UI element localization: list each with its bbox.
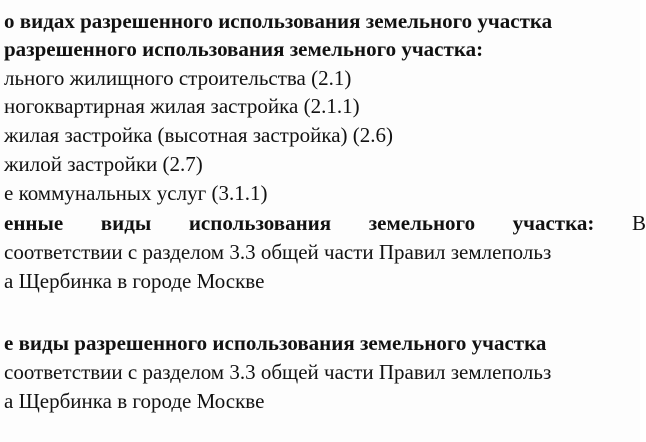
section-heading-land-use-types: о видах разрешенного использования земельного участка (4, 9, 553, 33)
heading-word: В (631, 211, 646, 235)
heading-word: участка: (512, 211, 595, 235)
conditional-uses-text: соответствии с разделом 3.3 общей части Правил землепольз (4, 240, 552, 264)
heading-word: земельного (368, 211, 476, 235)
heading-word: виды (100, 211, 152, 235)
main-use-item: е коммунальных услуг (3.1.1) (4, 181, 268, 205)
main-use-item: жилой застройки (2.7) (4, 152, 203, 176)
main-use-item: ногоквартирная жилая застройка (2.1.1) (4, 94, 360, 118)
auxiliary-uses-text: а Щербинка в городе Москве (4, 389, 265, 413)
conditional-uses-text: а Щербинка в городе Москве (4, 269, 265, 293)
main-use-item: жилая застройка (высотная застройка) (2.6) (4, 123, 394, 147)
auxiliary-uses-text: соответствии с разделом 3.3 общей части Правил землепольз (4, 360, 552, 384)
conditional-uses-heading (0, 210, 646, 236)
auxiliary-uses-heading: е виды разрешенного использования земельного участка (4, 331, 547, 355)
heading-word: использования (188, 211, 332, 235)
main-uses-heading: разрешенного использования земельного участка: (4, 37, 484, 61)
heading-word: енные (4, 211, 64, 235)
main-use-item: льного жилищного строительства (2.1) (4, 66, 352, 90)
